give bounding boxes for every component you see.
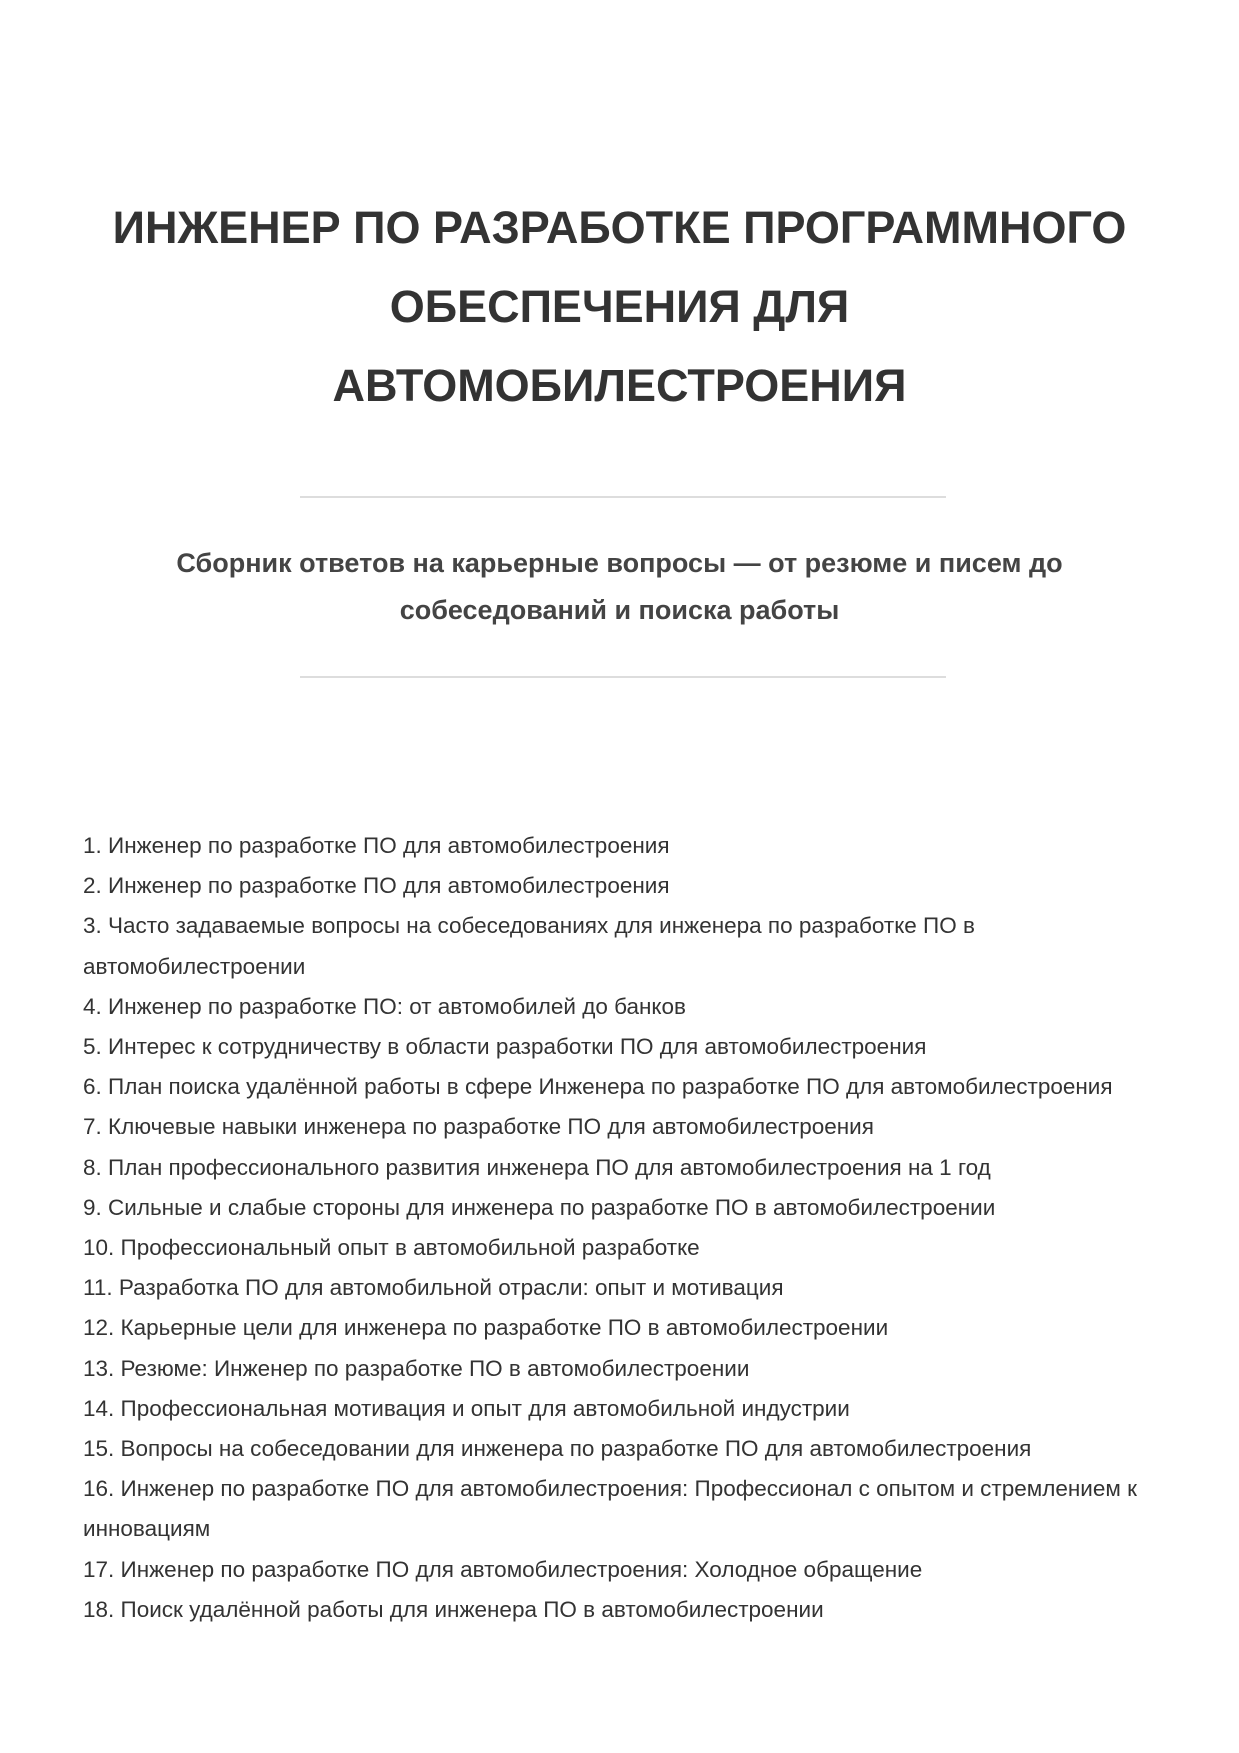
- toc-item[interactable]: 1. Инженер по разработке ПО для автомобилестроения: [83, 833, 670, 858]
- document-subtitle: Сборник ответов на карьерные вопросы — от резюме и писем до собеседований и поиска работы: [176, 548, 1063, 625]
- toc-item[interactable]: 5. Интерес к сотрудничеству в области разработки ПО для автомобилестроения: [83, 1034, 927, 1060]
- document-title: ИНЖЕНЕР ПО РАЗРАБОТКЕ ПРОГРАММНОГО ОБЕСПЕЧЕНИЯ ДЛЯ АВТОМОБИЛЕСТРОЕНИЯ: [112, 202, 1127, 411]
- toc-item[interactable]: 2. Инженер по разработке ПО для автомобилестроения: [83, 873, 670, 899]
- toc-item[interactable]: 12. Карьерные цели для инженера по разработке ПО в автомобилестроении: [83, 1315, 889, 1341]
- table-of-contents: [83, 826, 1163, 1630]
- toc-item[interactable]: 16. Инженер по разработке ПО для автомобилестроения: Профессионал с опытом и стремлением к инновациям: [83, 1476, 1137, 1542]
- toc-item[interactable]: 6. План поиска удалённой работы в сфере Инженера по разработке ПО для автомобилестроения: [83, 1074, 1113, 1100]
- toc-item[interactable]: 10. Профессиональный опыт в автомобильной разработке: [83, 1235, 700, 1261]
- toc-item[interactable]: 4. Инженер по разработке ПО: от автомобилей до банков: [83, 993, 686, 1019]
- toc-item[interactable]: 7. Ключевые навыки инженера по разработке ПО для автомобилестроения: [83, 1114, 874, 1140]
- toc-item[interactable]: 15. Вопросы на собеседовании для инженера по разработке ПО для автомобилестроения: [83, 1436, 1032, 1462]
- divider-top: [300, 496, 946, 498]
- toc-item[interactable]: 13. Резюме: Инженер по разработке ПО в автомобилестроении: [83, 1355, 750, 1381]
- toc-item[interactable]: 3. Часто задаваемые вопросы на собеседованиях для инженера по разработке ПО в автомобилестроении: [83, 913, 975, 979]
- toc-item[interactable]: 9. Сильные и слабые стороны для инженера по разработке ПО в автомобилестроении: [83, 1194, 996, 1220]
- toc-item[interactable]: 8. План профессионального развития инженера ПО для автомобилестроения на 1 год: [83, 1154, 991, 1180]
- toc-item[interactable]: 14. Профессиональная мотивация и опыт для автомобильной индустрии: [83, 1395, 850, 1421]
- toc-item[interactable]: 18. Поиск удалённой работы для инженера ПО в автомобилестроении: [83, 1596, 824, 1622]
- toc-item[interactable]: 11. Разработка ПО для автомобильной отрасли: опыт и мотивация: [83, 1275, 784, 1301]
- divider-bottom: [300, 676, 946, 678]
- toc-item[interactable]: 17. Инженер по разработке ПО для автомобилестроения: Холодное обращение: [83, 1556, 923, 1582]
